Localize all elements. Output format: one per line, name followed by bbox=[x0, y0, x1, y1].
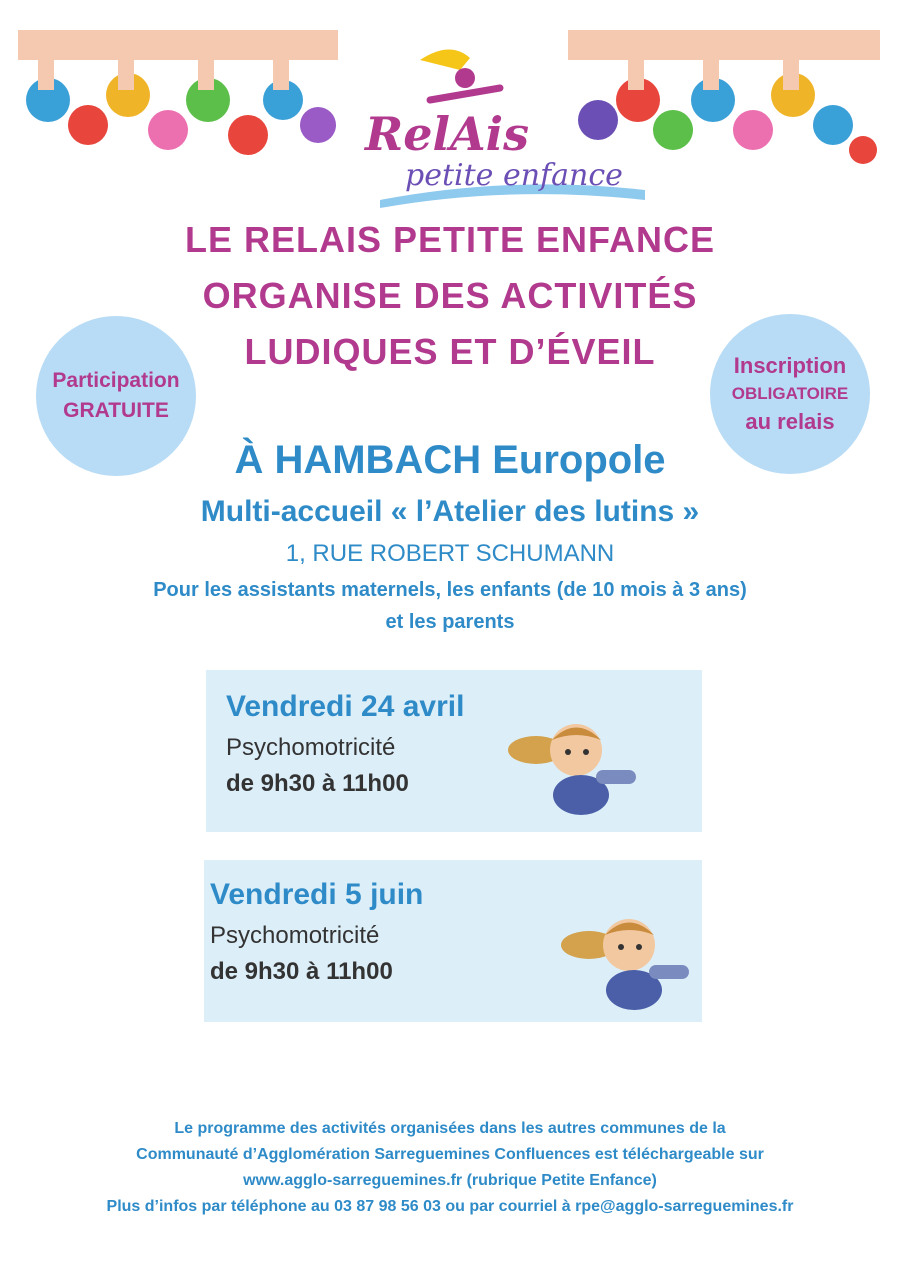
event-1-time: de 9h30 à 11h00 bbox=[226, 770, 409, 797]
event-1-date: Vendredi 24 avril bbox=[226, 690, 465, 723]
girl-exercising-illustration bbox=[559, 905, 689, 1015]
address-text: 1, RUE ROBERT SCHUMANN bbox=[285, 540, 615, 567]
headline-line-1: LE RELAIS PETITE ENFANCE bbox=[184, 219, 716, 260]
logo-subtitle-text: petite enfance bbox=[405, 158, 623, 193]
footer bbox=[0, 1116, 900, 1220]
girl-exercising-illustration bbox=[506, 710, 636, 820]
footer-line-4: Plus d’infos par téléphone au 03 87 98 56 03 ou par courriel à rpe@agglo-sarreguemines.fr bbox=[106, 1198, 794, 1215]
event-2-time: de 9h30 à 11h00 bbox=[210, 958, 393, 985]
event-2-activity: Psychomotricité bbox=[210, 922, 380, 949]
footer-line-1: Le programme des activités organisées dans les autres communes de la bbox=[174, 1120, 726, 1137]
badge-left-line-2: GRATUITE bbox=[63, 399, 169, 422]
badge-left-line-1: Participation bbox=[52, 369, 180, 392]
headline-line-2: ORGANISE DES ACTIVITÉS bbox=[202, 275, 698, 316]
event-card-1 bbox=[206, 670, 702, 832]
town-title: À HAMBACH Europole bbox=[234, 438, 666, 482]
venue-title: Multi-accueil « l’Atelier des lutins » bbox=[200, 495, 700, 528]
audience-line-2: et les parents bbox=[385, 611, 515, 633]
footer-line-2: Communauté d’Agglomération Sarreguemines Confluences est téléchargeable sur bbox=[136, 1146, 764, 1163]
badge-right-line-1: Inscription bbox=[733, 353, 847, 378]
event-card-2 bbox=[204, 860, 702, 1022]
headline-line-3: LUDIQUES ET D’ÉVEIL bbox=[244, 331, 656, 372]
footer-line-3: www.agglo-sarreguemines.fr (rubrique Petite Enfance) bbox=[243, 1172, 657, 1189]
event-2-date: Vendredi 5 juin bbox=[210, 878, 424, 911]
relais-petite-enfance-logo bbox=[360, 40, 650, 215]
logo-title-text: RelAis bbox=[365, 107, 530, 161]
badge-right-line-3: au relais bbox=[745, 409, 835, 434]
painted-hands-left-illustration bbox=[18, 30, 338, 170]
audience-line-1: Pour les assistants maternels, les enfants (de 10 mois à 3 ans) bbox=[153, 579, 747, 601]
event-1-activity: Psychomotricité bbox=[226, 734, 396, 761]
badge-right-line-2: OBLIGATOIRE bbox=[731, 384, 849, 403]
